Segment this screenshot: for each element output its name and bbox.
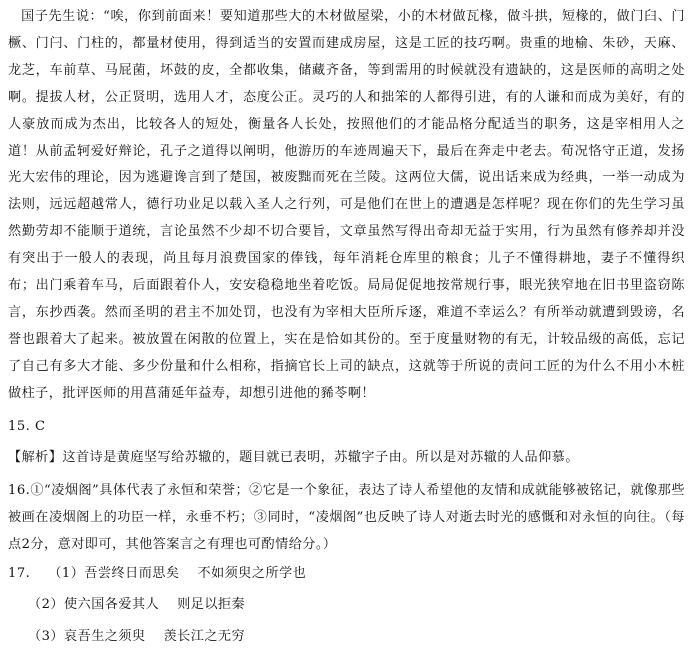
q17-item-2 — [8, 589, 685, 621]
q17-item-3 — [8, 621, 685, 653]
q17-item-3-b: 羡长江之无穷 — [163, 628, 246, 644]
q17-item-2-a: 使六国各爱其人 — [64, 596, 160, 612]
q15-analysis — [8, 442, 685, 473]
q17-item-3-a: 哀吾生之须臾 — [64, 628, 146, 644]
q15-answer: 15. C — [8, 418, 46, 434]
q15-analysis-label: 【解析】 — [8, 449, 63, 465]
q16-answer: 16.①“凌烟阁”具体代表了永恒和荣誉；②它是一个象征，表达了诗人希望他的友情和成就能够被铭记，就像那些被画在凌烟阁上的功臣一样，永垂不朽；③同时，“凌烟阁”也反映了诗人对逝去时光的感慨和对永恒的向往。（每点2分，意对即可，其他答案言之有理也可酌情给分。） — [8, 482, 685, 552]
q17-item-2-b: 则足以拒秦 — [177, 596, 246, 612]
q17-item-1-a: 吾尝终日而思矣 — [84, 565, 180, 581]
q17-item-1-num: （1） — [48, 565, 85, 581]
q17-number: 17. — [8, 565, 31, 581]
q17-item-1-b: 不如须臾之所学也 — [197, 565, 307, 581]
q17-label — [8, 558, 685, 589]
q17-list — [8, 589, 685, 653]
translation-paragraph: 国子先生说：“唉，你到前面来！要知道那些大的木材做屋梁，小的木材做瓦椽，做斗拱，短椽的，做门臼、门橛、门闩、门柱的，都量材使用，得到适当的安置而建成房屋，这是工匠的技巧啊。贵重的地榆、朱砂，天麻、龙芝，车前草、马屁菌，坏鼓的皮，全都收集，储藏齐备，等到需用的时候就没有遗缺的，这是医师的高明之处啊。提拔人材，公正贤明，选用人才，态度公正。灵巧的人和拙笨的人都得引进，有的人谦和而成为美好，有的人豪放而成为杰出，比较各人的短处，衡量各人长处，按照他们的才能品格分配适当的职务，这是宰相用人之道！从前孟轲爱好辩论，孔子之道得以阐明，他游历的车迹周遍天下，最后在奔走中老去。荀况恪守正道，发扬光大宏伟的理论，因为逃避谗言到了楚国，被废黜而死在兰陵。这两位大儒，说出话来成为经典，一举一动成为法则，远远超越常人，德行功业足以载入圣人之行列，可是他们在世上的遭遇是怎样呢？现在你们的先生学习虽然勤劳却不能顺于道统，言论虽然不少却不切合要旨，文章虽然写得出奇却无益于实用，行为虽然有修养却并没有突出于一般人的表现，尚且每月浪费国家的俸钱，每年消耗仓库里的粮食；儿子不懂得耕地，妻子不懂得织布；出门乘着车马，后面跟着仆人，安安稳稳地坐着吃饭。局局促促地按常规行事，眼光狭窄地在旧书里盗窃陈言，东抄西袭。然而圣明的君主不加处罚，也没有为宰相大臣所斥逐，难道不幸运么？有所举动就遭到毁谤，名誉也跟着大了起来。被放置在闲散的位置上，实在是恰如其份的。至于度量财物的有无，计较品级的高低，忘记了自己有多大才能、多少份量和什么相称，指摘官长上司的缺点，这就等于所说的责问工匠的为什么不用小木桩做柱子，批评医师的用菖蒲延年益寿，却想引进他的豨苓啊！ — [8, 9, 685, 401]
q17-item-3-num: （3） — [28, 628, 65, 644]
q15-analysis-text: 这首诗是黄庭坚写给苏辙的，题目就已表明，苏辙字子由。所以是对苏辙的人品仰慕。 — [62, 449, 579, 465]
q17-item-2-num: （2） — [28, 596, 65, 612]
